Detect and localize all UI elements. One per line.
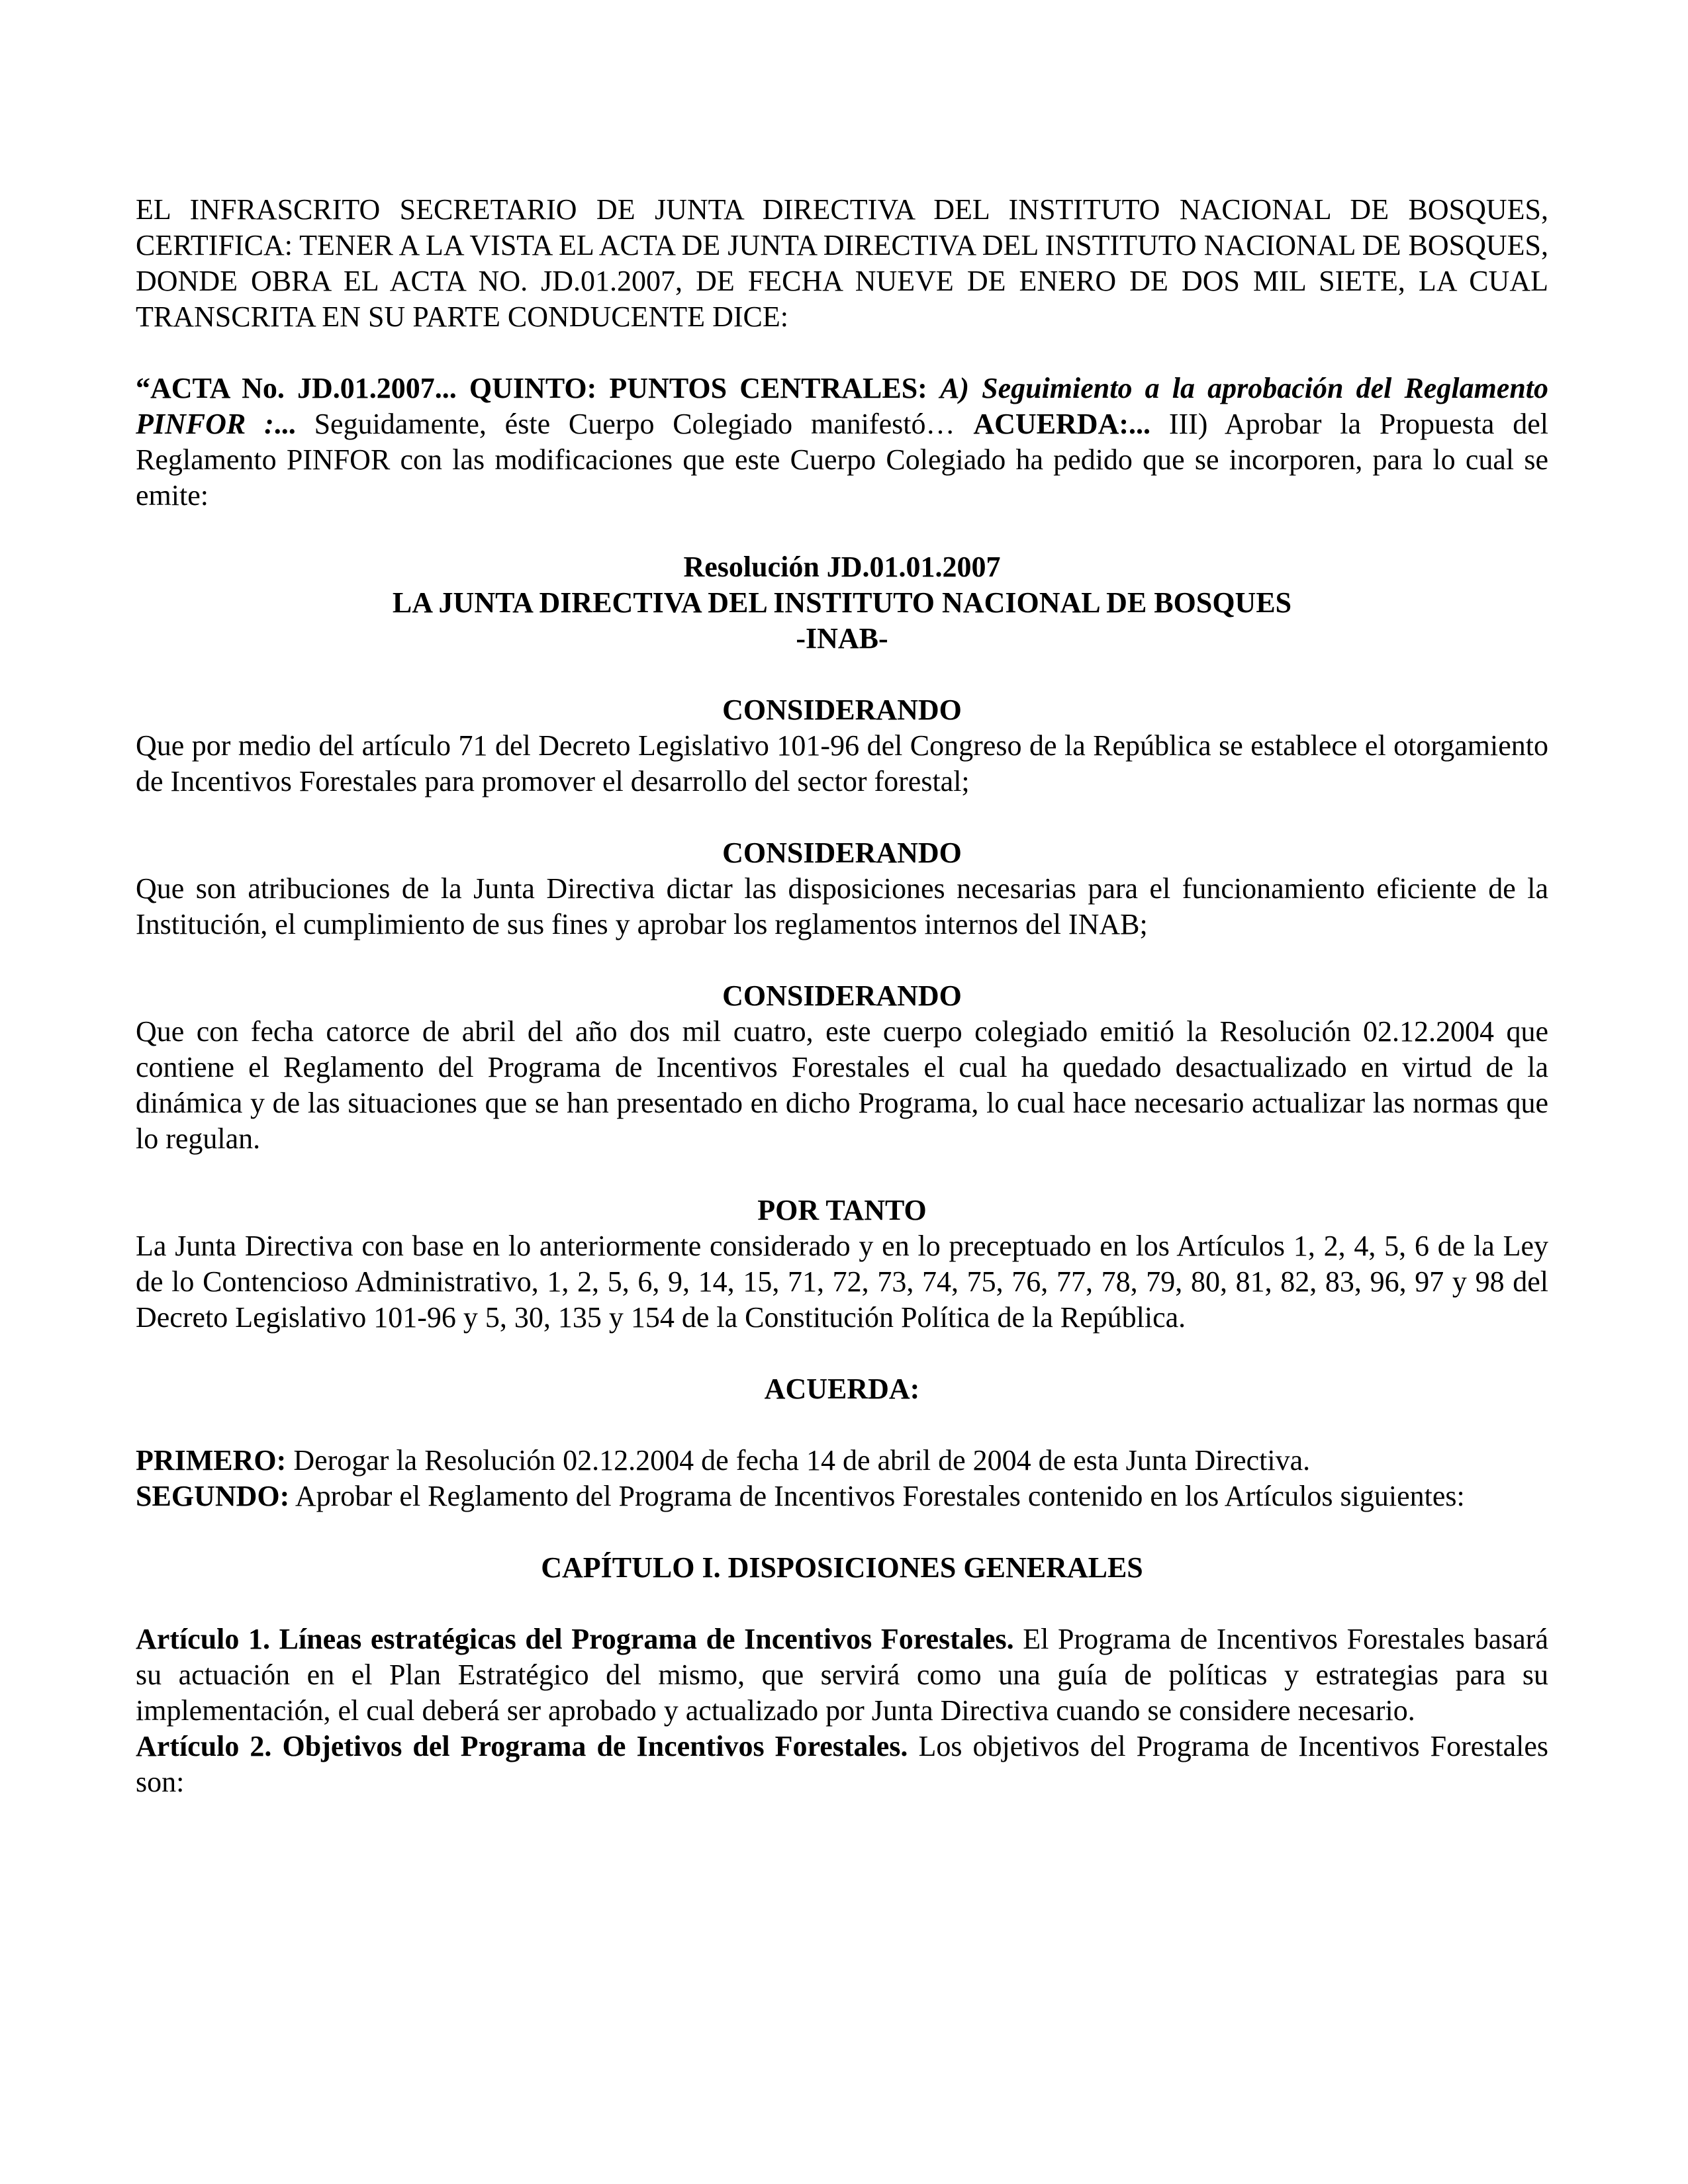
article-paragraph [136, 1729, 1548, 1800]
segundo-paragraph [136, 1479, 1548, 1514]
acta-ellipsis: ... [273, 408, 296, 440]
acta-subject: A) Seguimiento a la aprobación del Reglamento PINFOR : [136, 372, 1549, 440]
acta-text-1: Seguidamente, éste Cuerpo Colegiado manifestó… [295, 408, 974, 440]
resolution-acronym: -INAB- [796, 622, 888, 655]
primero-text: Derogar la Resolución 02.12.2004 de fecha 14 de abril de 2004 de esta Junta Directiva. [286, 1444, 1311, 1477]
chapter-heading: CAPÍTULO I. DISPOSICIONES GENERALES [541, 1551, 1143, 1584]
resolution-body: LA JUNTA DIRECTIVA DEL INSTITUTO NACIONAL DE BOSQUES [392, 586, 1292, 619]
article-paragraph [136, 1621, 1548, 1729]
article-title: Artículo 2. Objetivos del Programa de Incentivos Forestales. [136, 1730, 908, 1762]
considerando-heading: CONSIDERANDO [722, 979, 962, 1012]
segundo-label: SEGUNDO: [136, 1480, 290, 1512]
por-tanto-heading: POR TANTO [757, 1194, 927, 1226]
acuerda-heading: ACUERDA: [764, 1373, 920, 1405]
article-title: Artículo 1. Líneas estratégicas del Programa de Incentivos Forestales. [136, 1623, 1014, 1655]
segundo-text: Aprobar el Reglamento del Programa de Incentivos Forestales contenido en los Artículos siguientes: [289, 1480, 1465, 1512]
resolution-number: Resolución JD.01.01.2007 [683, 551, 1001, 583]
considerando-text: Que con fecha catorce de abril del año dos mil cuatro, este cuerpo colegiado emitió la Resolución 02.12.2004 que contiene el Reglamento del Programa de Incentivos Forestales el cual ha quedado desactualizado en virtud de la dinámica y de las situaciones que se han presentado en dicho Programa, lo cual hace necesario actualizar las normas que lo regulan. [136, 1015, 1548, 1155]
document-page [136, 192, 1548, 1800]
considerando-heading: CONSIDERANDO [722, 694, 962, 726]
acta-acuerda: ACUERDA:... [973, 408, 1150, 440]
acta-paragraph [136, 371, 1548, 514]
article-text: Los objetivos del Programa de Incentivos Forestales son: [136, 1730, 1549, 1798]
considerando-heading: CONSIDERANDO [722, 837, 962, 869]
considerando-text: Que por medio del artículo 71 del Decreto Legislativo 101-96 del Congreso de la República se establece el otorgamiento de Incentivos Forestales para promover el desarrollo del sector forestal; [136, 729, 1548, 797]
acta-heading: “ACTA No. JD.01.2007... QUINTO: PUNTOS CENTRALES: [136, 372, 927, 404]
por-tanto-text: La Junta Directiva con base en lo anteriormente considerado y en lo preceptuado en los Artículos 1, 2, 4, 5, 6 de la Ley de lo Contencioso Administrativo, 1, 2, 5, 6, 9, 14, 15, 71, 72, 73, 74, 75, 76, 77, 78, 79, 80, 81, 82, 83, 96, 97 y 98 del Decreto Legislativo 101-96 y 5, 30, 135 y 154 de la Constitución Política de la República. [136, 1230, 1548, 1334]
primero-paragraph [136, 1443, 1548, 1479]
considerando-text: Que son atribuciones de la Junta Directiva dictar las disposiciones necesarias para el funcionamiento eficiente de la Institución, el cumplimiento de sus fines y aprobar los reglamentos internos del INAB; [136, 872, 1548, 940]
article-text: El Programa de Incentivos Forestales basará su actuación en el Plan Estratégico del mismo, que servirá como una guía de políticas y estrategias para su implementación, el cual deberá ser aprobado y actualizado por Junta Directiva cuando se considere necesario. [136, 1623, 1548, 1727]
certification-paragraph: EL INFRASCRITO SECRETARIO DE JUNTA DIRECTIVA DEL INSTITUTO NACIONAL DE BOSQUES, CERTIFICA: TENER A LA VISTA EL ACTA DE JUNTA DIRECTIVA DEL INSTITUTO NACIONAL DE BOSQUES, DONDE OBRA EL ACTA NO. JD.01.2007, DE FECHA NUEVE DE ENERO DE DOS MIL SIETE, LA CUAL TRANSCRITA EN SU PARTE CONDUCENTE DICE: [136, 193, 1548, 333]
primero-label: PRIMERO: [136, 1444, 287, 1477]
acta-text-2: III) Aprobar la Propuesta del Reglamento PINFOR con las modificaciones que este Cuerpo Colegiado ha pedido que se incorporen, para lo cual se emite: [136, 408, 1549, 512]
